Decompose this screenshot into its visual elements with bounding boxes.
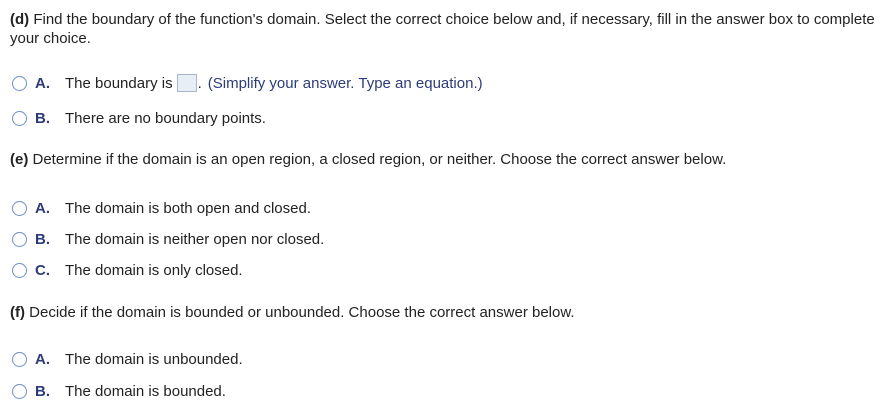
radio-button[interactable]: [12, 76, 27, 91]
question-e-label: (e): [10, 151, 29, 168]
answer-hint: (Simplify your answer. Type an equation.): [207, 74, 483, 92]
option-letter: A.: [35, 199, 50, 217]
radio-button[interactable]: [12, 384, 27, 399]
option-text: The domain is neither open nor closed.: [65, 230, 325, 248]
answer-box-period: .: [197, 74, 202, 92]
question-e: [10, 150, 880, 169]
question-f-label: (f): [10, 304, 25, 321]
option-e-a[interactable]: [12, 197, 311, 219]
option-letter: A.: [35, 74, 50, 92]
option-text: The domain is only closed.: [65, 261, 243, 279]
radio-button[interactable]: [12, 201, 27, 216]
option-text: The domain is unbounded.: [65, 350, 243, 368]
option-e-b[interactable]: [12, 228, 324, 250]
question-d-text: Find the boundary of the function's domain. Select the correct choice below and, if necessary, fill in the answer box to complete your choice.: [10, 11, 875, 47]
question-d-label: (d): [10, 11, 30, 28]
question-e-text: Determine if the domain is an open region, a closed region, or neither. Choose the correct answer below.: [28, 151, 727, 168]
option-text: The domain is bounded.: [65, 382, 226, 400]
option-letter: B.: [35, 109, 50, 127]
option-d-b[interactable]: [12, 107, 266, 129]
answer-input-box[interactable]: [177, 74, 197, 92]
option-f-a[interactable]: [12, 348, 243, 370]
option-text: The boundary is: [65, 74, 173, 92]
option-letter: B.: [35, 382, 50, 400]
option-text: The domain is both open and closed.: [65, 199, 311, 217]
option-f-b[interactable]: [12, 380, 226, 402]
option-letter: B.: [35, 230, 50, 248]
question-f-text: Decide if the domain is bounded or unbounded. Choose the correct answer below.: [25, 304, 575, 321]
radio-button[interactable]: [12, 232, 27, 247]
option-e-c[interactable]: [12, 259, 243, 281]
option-text: There are no boundary points.: [65, 109, 266, 127]
radio-button[interactable]: [12, 352, 27, 367]
radio-button[interactable]: [12, 111, 27, 126]
option-letter: A.: [35, 350, 50, 368]
radio-button[interactable]: [12, 263, 27, 278]
question-f: [10, 303, 880, 322]
option-d-a[interactable]: [12, 72, 483, 94]
option-letter: C.: [35, 261, 50, 279]
question-d: [10, 10, 880, 48]
